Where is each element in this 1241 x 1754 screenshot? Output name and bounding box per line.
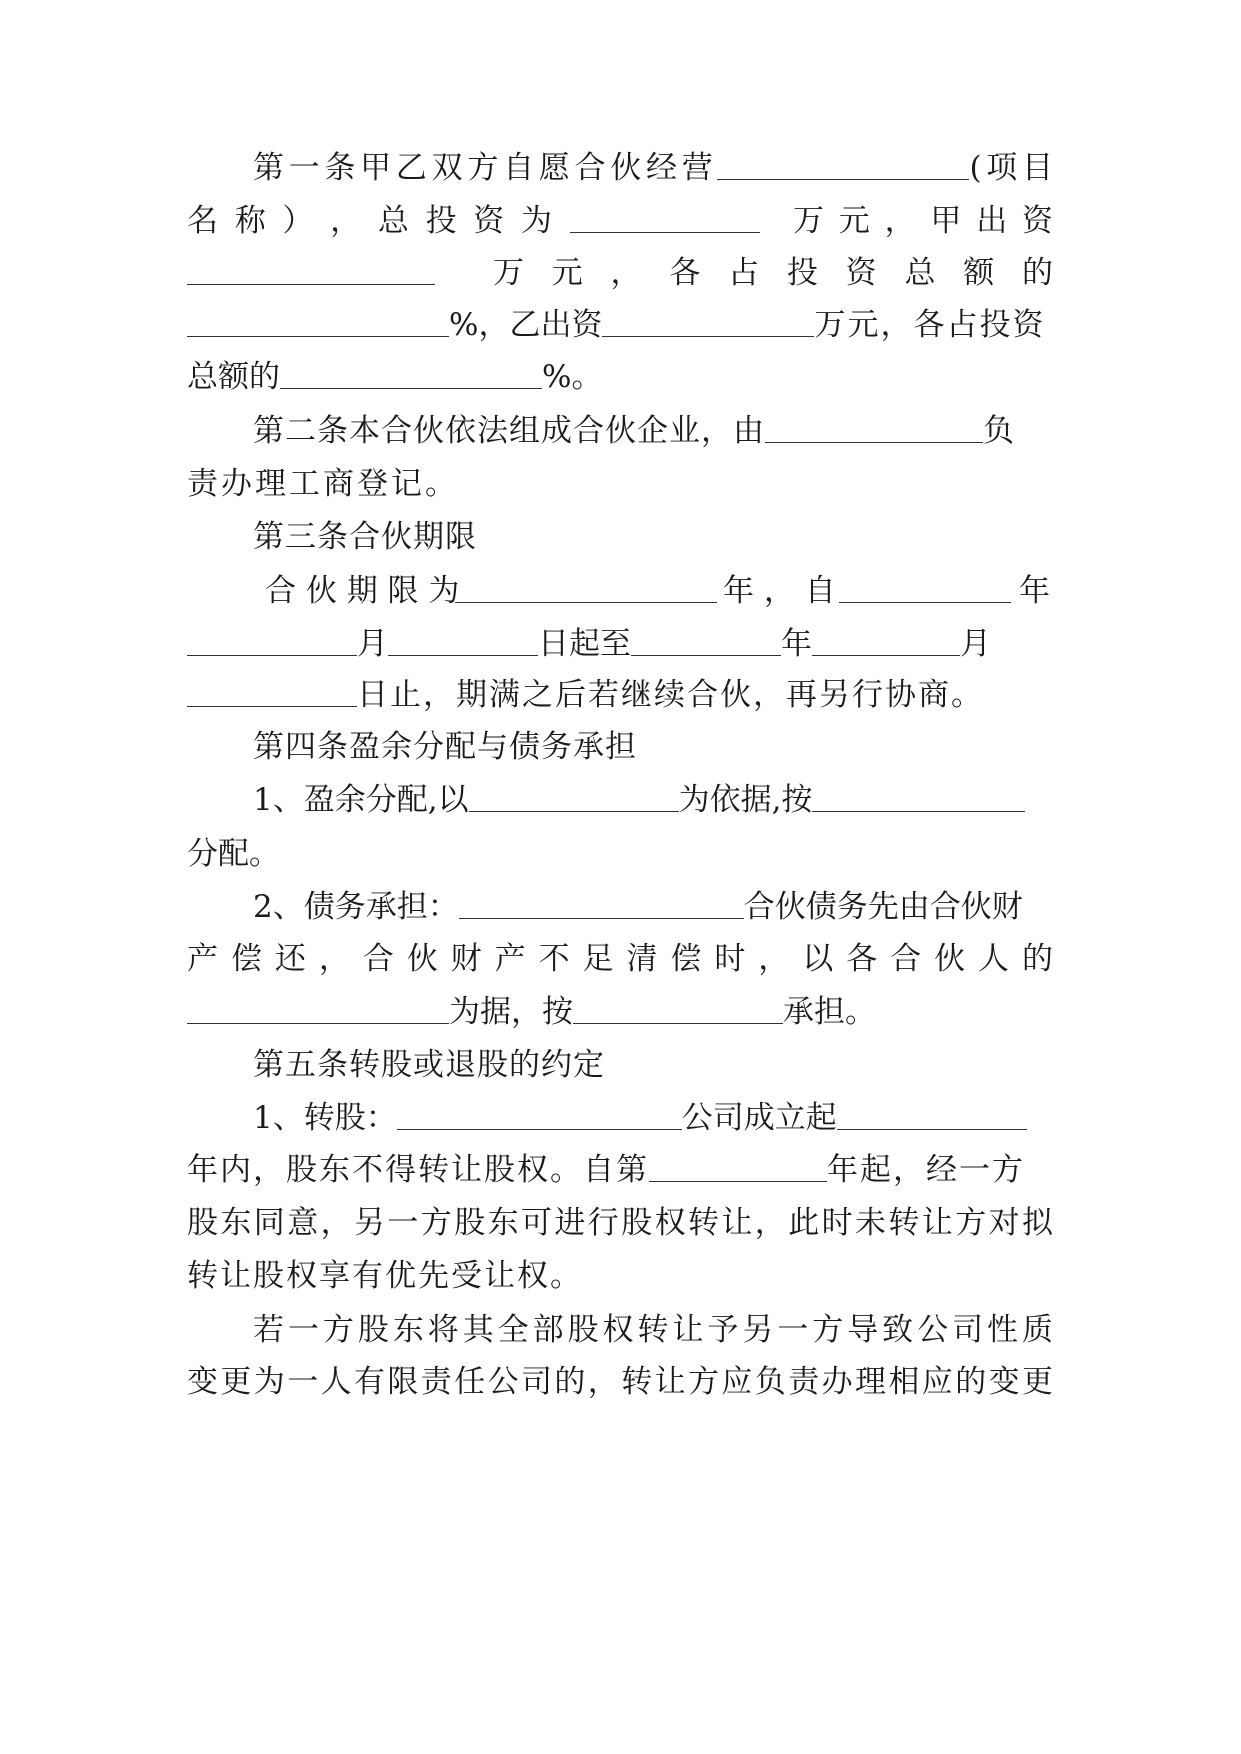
clause-4-heading [187,727,1119,767]
text: 第一条甲乙双方自愿合伙经营 [253,150,718,186]
clause-3-line-3 [187,675,1053,715]
text: 股东同意，另一方股东可进行股权转让，此时未转让方对拟 [187,1205,1053,1241]
text: 负 [983,413,1015,449]
clause-3-line-1 [187,571,1053,611]
text: 第二条本合伙依法组成合伙企业，由 [253,413,765,449]
text: 总额的 [187,359,280,395]
text: 名 称 ） ， 总 投 资 为 [187,203,552,239]
fill-blank [469,781,679,812]
fill-blank [187,676,357,707]
clause-5-para-2-line-2 [187,1362,1053,1402]
text: 第三条合伙期限 [253,519,477,555]
text: 日止，期满之后若继续合伙，再另行协商。 [357,677,984,713]
fill-blank [570,202,760,233]
text: 变更为一人有限责任公司的，转让方应负责办理相应的变更 [187,1364,1053,1400]
clause-3-heading [187,517,1119,557]
clause-4-item-1-line-1 [187,780,1119,820]
text: 产 偿 还 ， 合 伙 财 产 不 足 清 偿 时 ， 以 各 合 伙 人 的 [187,941,1053,977]
text: 承担。 [783,994,876,1030]
clause-5-item-1-line-4 [187,1256,1053,1296]
text: 合伙债务先由合伙财 [743,889,1023,925]
text: 万 元 ， 甲 出 资 [793,203,1053,239]
fill-blank [187,306,449,337]
text: 月 [960,626,991,662]
clause-1-line-1 [187,148,1053,188]
fill-blank [649,1151,827,1182]
text: 分配。 [187,836,280,872]
text: 第四条盈余分配与债务承担 [253,729,637,765]
clause-3-line-2 [187,624,1053,664]
text: 为依据,按 [678,782,813,818]
fill-blank [573,993,783,1024]
text: 年内，股东不得转让股权。自第 [187,1152,649,1188]
clause-5-item-1-line-2 [187,1150,1053,1190]
text: %。 [542,359,603,395]
text: 年起，经一方 [827,1152,1025,1188]
clause-2-line-1 [187,411,1053,451]
fill-blank [602,306,814,337]
text: 公司成立起 [681,1100,837,1136]
fill-blank [397,1099,682,1130]
text: 1、转股： [253,1100,397,1136]
text: 日起至 [538,626,631,662]
fill-blank [839,572,1011,603]
fill-blank [459,888,744,919]
fill-blank [187,993,449,1024]
text: 年 [1019,573,1050,609]
text: 万 元 ， 各 占 投 资 总 额 的 [493,255,1053,291]
clause-2-line-2 [187,464,1053,504]
text: 万元，各占投资 [814,307,1046,343]
clause-1-line-3 [187,253,1053,293]
fill-blank [187,254,435,285]
fill-blank [812,625,960,656]
clause-5-item-1-line-3 [187,1203,1053,1243]
fill-blank [455,572,717,603]
fill-blank [765,412,983,443]
clause-1-line-2 [187,201,1053,241]
fill-blank [812,781,1025,812]
text: 年 ， 自 [723,573,836,609]
text: 责办理工商登记。 [187,466,459,502]
clause-4-item-2-line-1 [187,887,1119,927]
clause-4-item-2-line-3 [187,992,1053,1032]
text: 合 伙 期 限 为 [265,573,460,609]
clause-5-item-1-line-1 [187,1098,1119,1138]
fill-blank [388,625,538,656]
clause-1-line-5 [187,357,1053,397]
text: 转让股权享有优先受让权。 [187,1258,583,1294]
text: 1、盈余分配,以 [253,782,469,818]
clause-4-item-2-line-2 [187,939,1053,979]
fill-blank [717,149,969,180]
text: 若一方股东将其全部股权转让予另一方导致公司性质 [253,1312,1053,1348]
fill-blank [837,1099,1027,1130]
fill-blank [187,625,357,656]
fill-blank [631,625,781,656]
clause-1-line-4 [187,305,1053,345]
text: %，乙出资 [449,307,603,343]
text: 第五条转股或退股的约定 [253,1047,605,1083]
text: 年 [781,626,812,662]
text: (项目 [969,150,1053,186]
fill-blank [280,358,542,389]
clause-4-item-1-line-2 [187,834,1053,874]
text: 为据，按 [449,994,573,1030]
clause-5-heading [187,1045,1119,1085]
text: 2、债务承担： [253,889,459,925]
text: 月 [357,626,388,662]
clause-5-para-2-line-1 [187,1310,1053,1350]
